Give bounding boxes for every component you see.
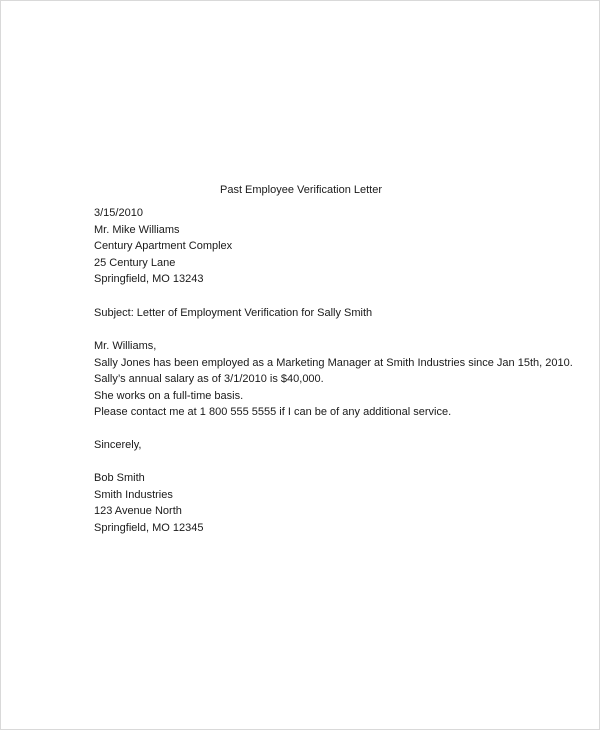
body-line: Sally’s annual salary as of 3/1/2010 is $40,000. [94,373,324,386]
sender-block [94,470,203,536]
salutation: Mr. Williams, [94,340,157,352]
subject-line: Subject: Letter of Employment Verification for Sally Smith [94,307,373,319]
closing-block [94,437,141,454]
recipient-street: 25 Century Lane [94,256,176,269]
letter-date: 3/15/2010 [94,207,143,219]
sender-name: Bob Smith [94,472,145,484]
recipient-name: Mr. Mike Williams [94,223,180,236]
sender-street: 123 Avenue North [94,505,182,518]
recipient-company: Century Apartment Complex [94,240,233,253]
recipient-block [94,205,232,288]
body-block [94,338,573,421]
letter-title: Past Employee Verification Letter [219,184,383,196]
sender-city: Springfield, MO 12345 [94,521,204,534]
sender-company: Smith Industries [94,488,173,501]
closing: Sincerely, [94,439,142,451]
body-line: She works on a full-time basis. [94,389,244,402]
body-line: Please contact me at 1 800 555 5555 if I can be of any additional service. [94,406,452,419]
subject-block [94,305,372,322]
body-line: Sally Jones has been employed as a Marketing Manager at Smith Industries since Jan 15th, 2010. [94,356,573,369]
recipient-city: Springfield, MO 13243 [94,273,204,286]
